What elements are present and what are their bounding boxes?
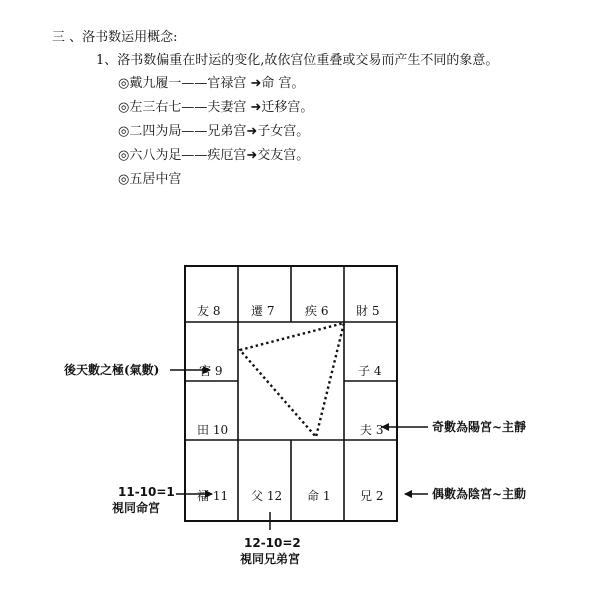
calc1-text: 視同命宮 — [112, 501, 161, 515]
bullet-item: ◎左三右七——夫妻宫 ➜迁移宫。 — [118, 100, 314, 115]
bullet-item: ◎五居中宫 — [118, 172, 182, 187]
even-annotation: 偶數為陰宮~主動 — [432, 487, 527, 501]
calc2-text: 視同兄弟宮 — [240, 552, 301, 566]
section-title: 三 、洛书数运用概念: — [52, 30, 178, 45]
cell-xiong: 兄 2 — [360, 489, 384, 503]
bullet-item: ◎戴九履一——官禄宫 ➜命 宫。 — [118, 76, 305, 91]
bullet-item: ◎六八为足——疾厄宫➜交友宫。 — [118, 148, 310, 163]
cell-qian: 遷 7 — [251, 304, 275, 318]
cell-ji: 疾 6 — [305, 304, 329, 318]
calc1-formula: 11-10=1 — [118, 485, 175, 499]
cell-fu-fortune: 福 11 — [197, 489, 229, 503]
bullet-item: ◎二四为局——兄弟宫➜子女宫。 — [118, 124, 310, 139]
cell-tian: 田 10 — [197, 423, 229, 437]
left-annotation: 後天數之極(氣數) — [64, 363, 160, 377]
cell-ming: 命 1 — [307, 489, 331, 503]
cell-fu-spouse: 夫 3 — [360, 423, 384, 437]
cell-guan: 官 9 — [199, 364, 223, 378]
cell-fu-father: 父 12 — [251, 489, 283, 503]
cell-cai: 財 5 — [356, 304, 380, 318]
cell-you: 友 8 — [197, 304, 221, 318]
dotted-triangle — [240, 323, 344, 437]
intro-text: 1、洛书数偏重在时运的变化,故依宫位重叠或交易而产生不同的象意。 — [96, 53, 499, 68]
calc2-formula: 12-10=2 — [244, 536, 301, 550]
odd-annotation: 奇數為陽宮~主靜 — [432, 420, 527, 434]
cell-zi: 子 4 — [358, 364, 382, 378]
